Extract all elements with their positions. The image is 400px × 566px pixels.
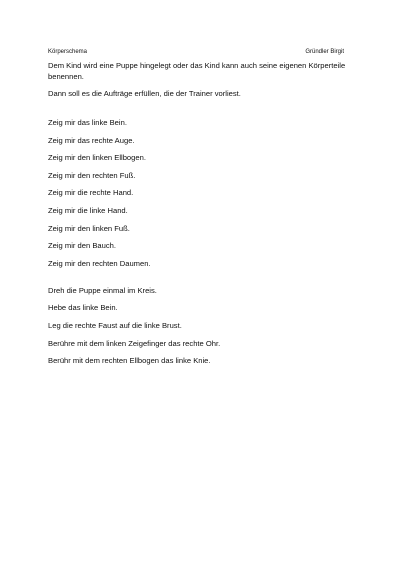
task-item: Berühre mit dem linken Zeigefinger das rechte Ohr. [48, 338, 221, 348]
page-header [48, 47, 344, 57]
task-item: Zeig mir den rechten Fuß. [48, 170, 136, 180]
intro-paragraph: Dann soll es die Aufträge erfüllen, die der Trainer vorliest. [48, 89, 241, 98]
task-item: Zeig mir den Bauch. [48, 241, 116, 251]
document-body [48, 60, 358, 373]
task-item: Zeig mir die rechte Hand. [48, 188, 134, 198]
task-item: Zeig mir die linke Hand. [48, 205, 128, 215]
author-name: Gründler Birgit [305, 49, 344, 55]
task-item: Dreh die Puppe einmal im Kreis. [48, 285, 157, 295]
task-item: Leg die rechte Faust auf die linke Brust. [48, 320, 182, 330]
task-item: Zeig mir den rechten Daumen. [48, 258, 151, 268]
document-title: Körperschema [48, 49, 88, 55]
task-list-show [48, 117, 358, 269]
task-list-actions [48, 285, 358, 366]
intro-paragraph: Dem Kind wird eine Puppe hingelegt oder das Kind kann auch seine eigenen Körperteile benennen. [48, 61, 346, 81]
task-item: Zeig mir den linken Fuß. [48, 223, 130, 233]
task-item: Hebe das linke Bein. [48, 303, 118, 313]
task-item: Zeig mir das rechte Auge. [48, 135, 135, 145]
task-item: Berühr mit dem rechten Ellbogen das linke Knie. [48, 356, 211, 366]
task-item: Zeig mir den linken Ellbogen. [48, 153, 146, 163]
task-item: Zeig mir das linke Bein. [48, 118, 127, 127]
